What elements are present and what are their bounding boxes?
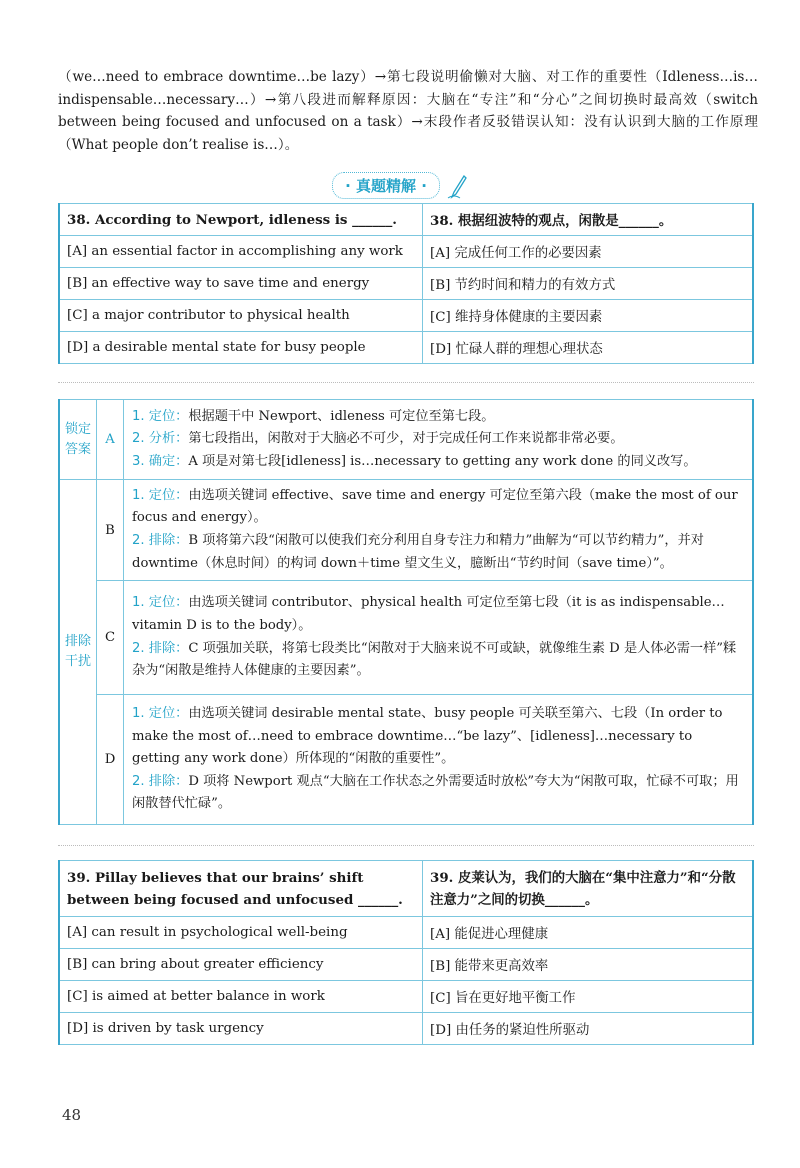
divider [58,382,754,383]
q38-option-b-en: [B] an effective way to save time and energy [59,268,423,300]
step-label: 2. 排除： [132,773,189,789]
step-label: 1. 定位： [132,595,189,611]
analysis-c [124,581,754,695]
analysis-d [124,695,754,825]
intro-paragraph: （we…need to embrace downtime…be lazy）→第七段说明偷懒对大脑、对工作的重要性（Idleness…is…indispensable…necessary…）→第八段进而解释原因：大脑在“专注”和“分心”之间切换时最高效（switch between being focused and unfocused on a task）→末段作者反驳错误认知：没有认识到大脑的工作原理（What people don’t realise is…）。 [58,69,758,153]
q38-stem-en: 38. According to Newport, idleness is ______. [59,204,423,236]
step-text: 由选项关键词 contributor、physical health 可定位至第七段（it is as indispensable… vitamin D is to the body）。 [132,595,725,633]
q39-option-c-cn: [C] 旨在更好地平衡工作 [423,981,754,1013]
step-label: 1. 定位： [132,487,189,503]
section-title [0,172,800,200]
q38-option-a-cn: [A] 完成任何工作的必要因素 [423,236,754,268]
step-label: 2. 分析： [132,431,189,447]
option-letter-d: D [97,695,124,825]
step-text: D 项将 Newport 观点“大脑在工作状态之外需要适时放松”夸大为“闲散可取，忙碌不可取；用闲散替代忙碌”。 [132,773,739,812]
page-number: 48 [62,1106,82,1124]
pen-icon [446,174,468,200]
table-row [59,236,753,268]
step-label: 2. 排除： [132,640,189,656]
category-lock-answer: 锁定答案 [59,400,97,480]
q39-option-c-en: [C] is aimed at better balance in work [59,981,423,1013]
step-text: 由选项关键词 effective、save time and energy 可定位至第六段（make the most of our focus and energy）。 [132,487,738,526]
q39-stem-en: 39. Pillay believes that our brains’ shift between being focused and unfocused ______. [59,861,423,917]
section-title-label: · 真题精解 · [332,172,440,199]
table-row [59,917,753,949]
q38-option-d-en: [D] a desirable mental state for busy people [59,332,423,364]
table-row [59,332,753,364]
table-row [59,949,753,981]
analysis-a [124,400,754,480]
category-exclude-distractors: 排除干扰 [59,480,97,825]
step-text: 由选项关键词 desirable mental state、busy people 可关联至第六、七段（In order to make the most of…need to embrace downtime…“be lazy”、[idleness]…necessary to getting any work done）所体现的“闲散的重要性”。 [132,706,723,767]
q38-option-b-cn: [B] 节约时间和精力的有效方式 [423,268,754,300]
q39-option-d-en: [D] is driven by task urgency [59,1013,423,1045]
table-row [59,981,753,1013]
table-row [59,268,753,300]
table-row [59,300,753,332]
table-row [59,400,753,480]
step-label: 1. 定位： [132,706,189,722]
q38-option-c-cn: [C] 维持身体健康的主要因素 [423,300,754,332]
step-label: 1. 定位： [132,408,189,424]
step-text: B 项将第六段“闲散可以使我们充分利用自身专注力和精力”曲解为“可以节约精力”，并对 downtime（休息时间）的构词 down＋time 望文生义，臆断出“节约时间（save time）”。 [132,533,704,571]
q39-stem-cn: 39. 皮莱认为，我们的大脑在“集中注意力”和“分散注意力”之间的切换______。 [423,861,754,917]
table-row [59,480,753,581]
option-letter-c: C [97,581,124,695]
step-label: 2. 排除： [132,533,189,548]
analysis-b [124,480,754,581]
table-row [59,204,753,236]
q39-option-b-en: [B] can bring about greater efficiency [59,949,423,981]
q39-option-b-cn: [B] 能带来更高效率 [423,949,754,981]
option-letter-b: B [97,480,124,581]
step-text: 第七段指出，闲散对于大脑必不可少，对于完成任何工作来说都非常必要。 [188,431,624,447]
q39-option-a-en: [A] can result in psychological well-being [59,917,423,949]
table-row [59,695,753,825]
q39-option-d-cn: [D] 由任务的紧迫性所驱动 [423,1013,754,1045]
step-text: 根据题干中 Newport、idleness 可定位至第七段。 [188,408,495,424]
table-row [59,861,753,917]
q38-table [58,203,754,364]
step-label: 3. 确定： [132,453,189,469]
q38-option-d-cn: [D] 忙碌人群的理想心理状态 [423,332,754,364]
q39-option-a-cn: [A] 能促进心理健康 [423,917,754,949]
table-row [59,581,753,695]
q38-stem-cn: 38. 根据纽波特的观点，闲散是______。 [423,204,754,236]
divider [58,845,754,846]
q38-option-a-en: [A] an essential factor in accomplishing any work [59,236,423,268]
option-letter-a: A [97,400,124,480]
step-text: A 项是对第七段[idleness] is…necessary to getting any work done 的同义改写。 [188,453,697,469]
step-text: C 项强加关联，将第七段类比“闲散对于大脑来说不可或缺，就像维生素 D 是人体必需一样”糅杂为“闲散是维持人体健康的主要因素”。 [132,640,737,679]
q38-option-c-en: [C] a major contributor to physical health [59,300,423,332]
q39-table [58,860,754,1045]
table-row [59,1013,753,1045]
q38-analysis-table [58,399,754,825]
